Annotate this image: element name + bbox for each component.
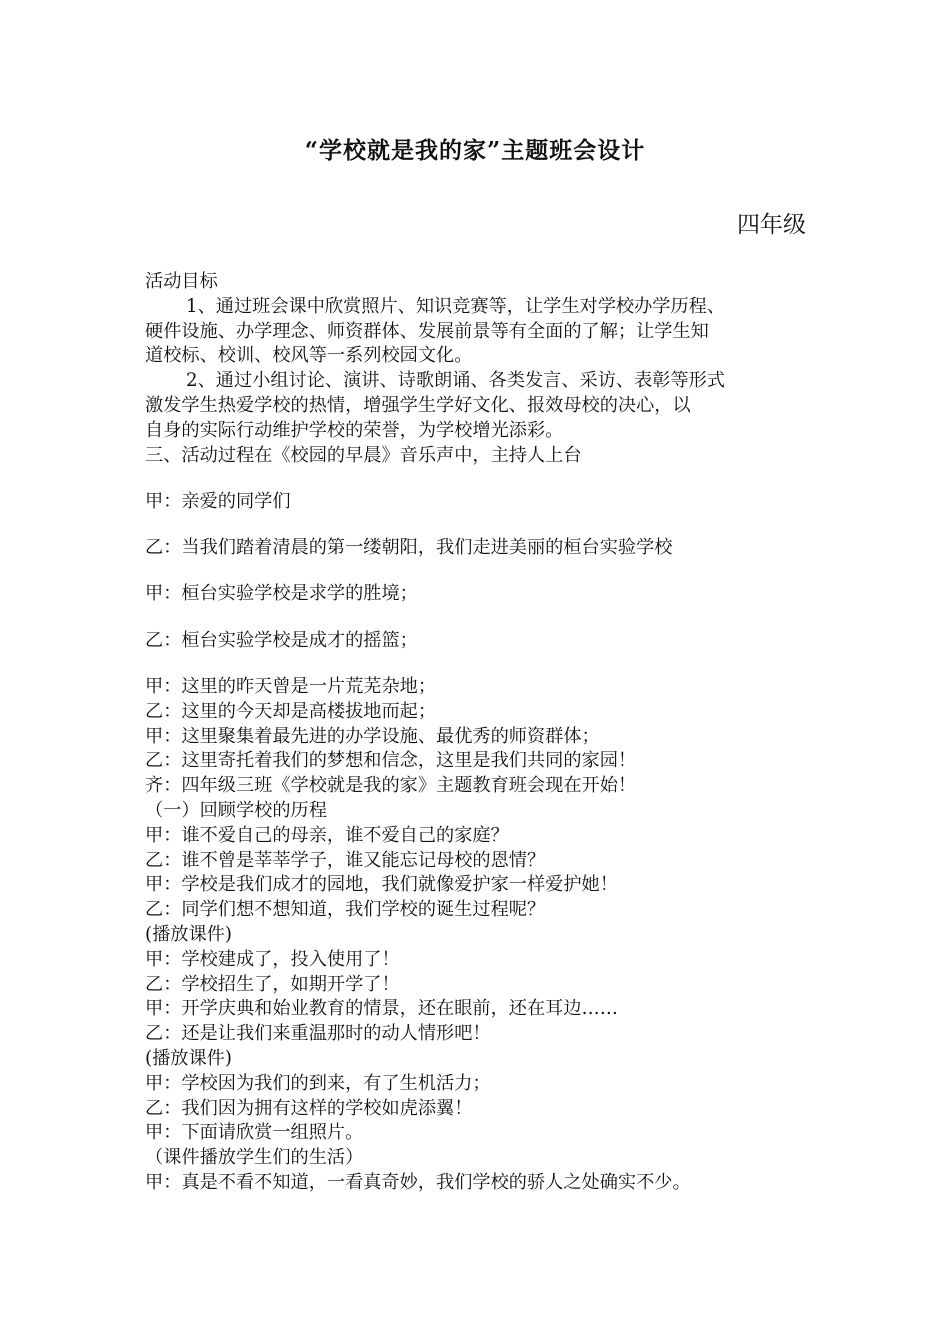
stage-direction: (播放课件)	[145, 1048, 232, 1070]
dialogue-line: 乙：还是让我们来重温那时的动人情形吧！	[145, 1023, 491, 1045]
dialogue-line: 甲：真是不看不知道，一看真奇妙，我们学校的骄人之处确实不少。	[145, 1172, 691, 1193]
dialogue-line: 甲：学校建成了，投入使用了！	[145, 948, 400, 970]
dialogue-line: 甲：这里的昨天曾是一片荒芜杂地；	[145, 676, 437, 698]
document-body	[145, 270, 810, 1196]
dialogue-line: 甲：学校因为我们的到来，有了生机活力；	[145, 1072, 491, 1094]
stage-direction: （课件播放学生们的生活）	[145, 1147, 364, 1169]
process-heading: 三、活动过程在《校园的早晨》音乐声中，主持人上台	[145, 444, 582, 466]
dialogue-line: 甲：这里聚集着最先进的办学设施、最优秀的师资群体；	[145, 725, 600, 747]
goal-1-line-3: 道校标、校训、校风等一系列校园文化。	[145, 345, 473, 367]
dialogue-line: 乙：这里的今天却是高楼拔地而起；	[145, 700, 437, 722]
grade-label: 四年级	[737, 212, 806, 238]
goals-heading: 活动目标	[145, 271, 218, 292]
dialogue-line: 甲：亲爱的同学们	[145, 490, 291, 512]
dialogue-line: 乙：同学们想不想知道，我们学校的诞生过程呢？	[145, 899, 546, 921]
dialogue-line: 乙：桓台实验学校是成才的摇篮；	[145, 629, 418, 651]
dialogue-line: 甲：学校是我们成才的园地，我们就像爱护家一样爱护她！	[145, 874, 618, 896]
document-title: “学校就是我的家”主题班会设计	[304, 137, 646, 164]
dialogue-line: 乙：我们因为拥有这样的学校如虎添翼！	[145, 1097, 473, 1119]
dialogue-line: 甲：下面请欣赏一组照片。	[145, 1122, 364, 1144]
dialogue-line: 乙：当我们踏着清晨的第一缕朝阳，我们走进美丽的桓台实验学校	[145, 537, 673, 559]
goal-2-line-1: 2、通过小组讨论、演讲、诗歌朗诵、各类发言、采访、表彰等形式	[186, 370, 726, 392]
dialogue-line: 乙：谁不曾是莘莘学子，谁又能忘记母校的恩情？	[145, 849, 546, 871]
dialogue-line: 乙：学校招生了，如期开学了！	[145, 973, 400, 995]
goal-1-line-1: 1、通过班会课中欣赏照片、知识竞赛等，让学生对学校办学历程、	[186, 295, 726, 317]
dialogue-line: 乙：这里寄托着我们的梦想和信念，这里是我们共同的家园！	[145, 750, 637, 772]
dialogue-line: 甲：谁不爱自己的母亲，谁不爱自己的家庭？	[145, 824, 509, 846]
dialogue-line: 齐：四年级三班《学校就是我的家》主题教育班会现在开始！	[145, 775, 637, 797]
goal-1-line-2: 硬件设施、办学理念、师资群体、发展前景等有全面的了解；让学生知	[145, 320, 709, 342]
dialogue-line: 甲：开学庆典和始业教育的情景，还在眼前，还在耳边……	[145, 998, 618, 1020]
section-heading: （一）回顾学校的历程	[145, 800, 327, 822]
dialogue-line: 甲：桓台实验学校是求学的胜境；	[145, 583, 418, 605]
goal-2-line-2: 激发学生热爱学校的热情，增强学生学好文化、报效母校的决心，以	[145, 394, 691, 416]
goal-2-line-3: 自身的实际行动维护学校的荣誉，为学校增光添彩。	[145, 419, 564, 441]
stage-direction: (播放课件)	[145, 924, 232, 946]
